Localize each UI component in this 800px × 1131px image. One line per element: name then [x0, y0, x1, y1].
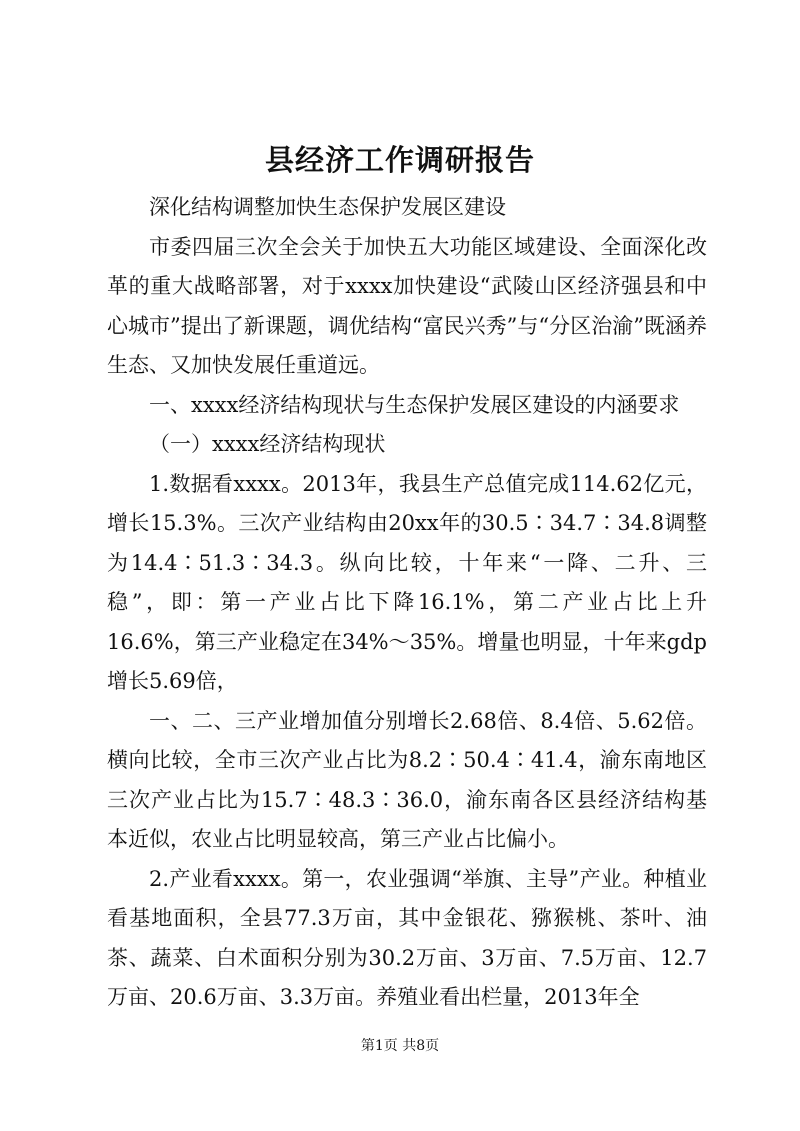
- paragraph-growth: 一、二、三产业增加值分别增长2.68倍、8.4倍、5.62倍。横向比较，全市三次产业占比为8.2∶50.4∶41.4，渝东南地区三次产业占比为15.7∶48.3∶36.0，渝东南各区县经济结构基本近似，农业占比明显较高，第三产业占比偏小。: [107, 708, 707, 851]
- paragraph-subtitle: 深化结构调整加快生态保护发展区建设: [149, 195, 506, 219]
- paragraph-data: 1.数据看xxxx。2013年，我县生产总值完成114.62亿元，增长15.3%。三次产业结构由20xx年的30.5∶34.7∶34.8调整为14.4∶51.3∶34.3。纵向比较，十年来“一降、二升、三稳”，即：第一产业占比下降16.1%，第二产业占比上升16.6%，第三产业稳定在34%～35%。增量也明显，十年来gdp增长5.69倍，: [107, 471, 707, 693]
- page-number-footer: 第1页 共8页: [360, 1038, 440, 1054]
- section-heading: 一、xxxx经济结构现状与生态保护发展区建设的内涵要求: [149, 392, 680, 417]
- document-title: 县经济工作调研报告: [264, 143, 535, 177]
- paragraph-industry: 2.产业看xxxx。第一，农业强调“举旗、主导”产业。种植业看基地面积，全县77.3万亩，其中金银花、猕猴桃、茶叶、油茶、蔬菜、白术面积分别为30.2万亩、3万亩、7.5万亩、12.7万亩、20.6万亩、3.3万亩。养殖业看出栏量，2013年全: [107, 866, 707, 1009]
- paragraph-intro: 市委四届三次全会关于加快五大功能区域建设、全面深化改革的重大战略部署，对于xxxx加快建设“武陵山区经济强县和中心城市”提出了新课题，调优结构“富民兴秀”与“分区治渝”既涵养生态、又加快发展任重道远。: [107, 234, 707, 377]
- document-body: [107, 188, 707, 1018]
- subsection-heading: （一）xxxx经济结构现状: [149, 432, 386, 456]
